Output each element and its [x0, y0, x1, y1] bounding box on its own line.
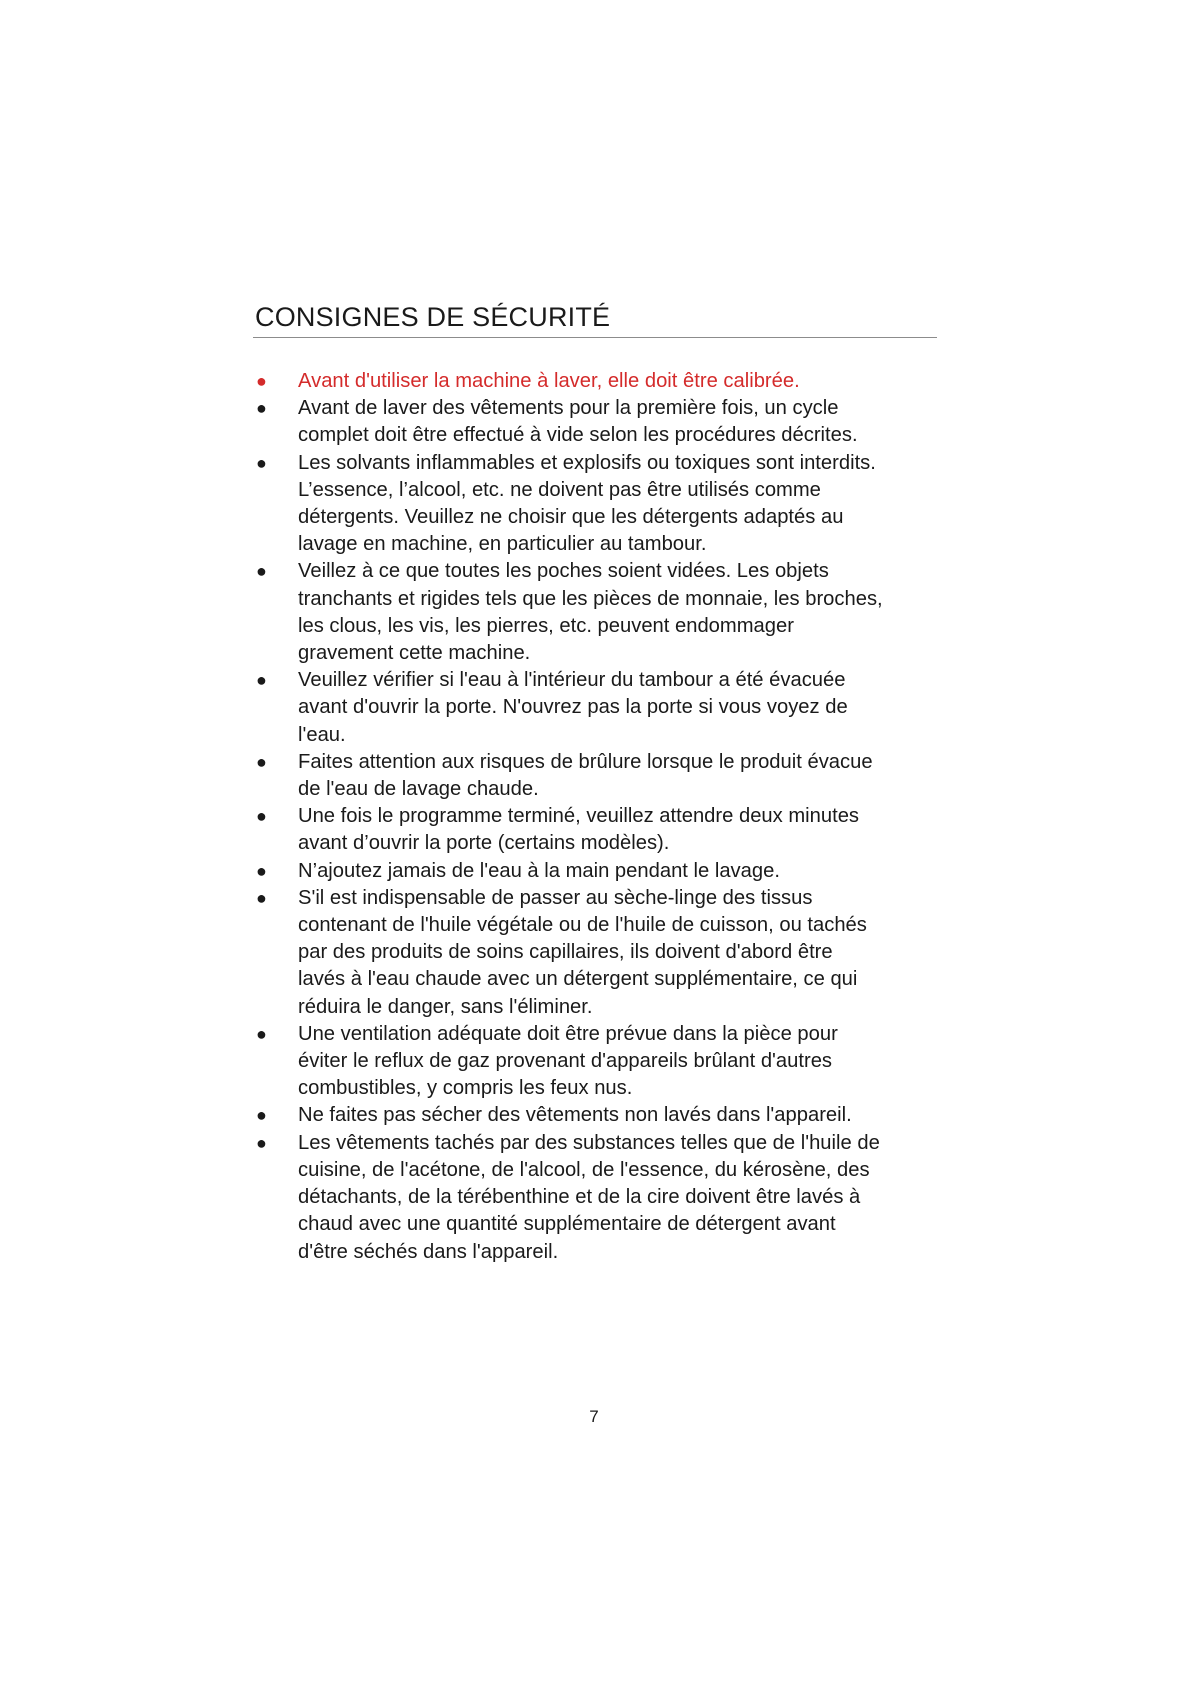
item-text-line: combustibles, y compris les feux nus.: [298, 1077, 633, 1100]
bullet-icon: ●: [256, 398, 267, 419]
bullet-icon: ●: [256, 806, 267, 827]
item-text-line: gravement cette machine.: [298, 642, 531, 665]
safety-item-first-wash: [253, 395, 953, 449]
bullet-icon: ●: [256, 1132, 267, 1153]
item-text-line: Une fois le programme terminé, veuillez attendre deux minutes: [298, 805, 860, 828]
item-text-line: l'eau.: [298, 723, 346, 746]
item-text-line: Une ventilation adéquate doit être prévue dans la pièce pour: [298, 1022, 838, 1045]
section-title: CONSIGNES DE SÉCURITÉ: [255, 302, 611, 332]
safety-item-solvents: [253, 450, 953, 559]
item-text-line: éviter le reflux de gaz provenant d'appareils brûlant d'autres: [298, 1050, 833, 1073]
bullet-icon: ●: [256, 1105, 267, 1126]
item-text-line: N’ajoutez jamais de l'eau à la main pendant le lavage.: [298, 859, 780, 882]
item-text-line: de l'eau de lavage chaude.: [298, 778, 539, 801]
title-divider: [253, 337, 937, 338]
item-text-line: Avant d'utiliser la machine à laver, elle doit être calibrée.: [298, 370, 800, 392]
bullet-icon: ●: [256, 751, 267, 772]
item-text-line: lavage en machine, en particulier au tambour.: [298, 533, 707, 556]
bullet-icon: ●: [256, 860, 267, 881]
item-text-line: contenant de l'huile végétale ou de l'huile de cuisson, ou tachés: [298, 914, 867, 937]
page-number: 7: [589, 1407, 599, 1426]
bullet-icon: ●: [256, 371, 267, 391]
item-text-line: par des produits de soins capillaires, ils doivent d'abord être: [298, 941, 833, 964]
item-text-line: Faites attention aux risques de brûlure lorsque le produit évacue: [298, 750, 873, 773]
safety-item-pockets: [253, 558, 953, 667]
bullet-icon: ●: [256, 1023, 267, 1044]
safety-item-unwashed-clothes: [253, 1102, 953, 1129]
item-text-line: lavés à l'eau chaude avec un détergent supplémentaire, ce qui: [298, 968, 858, 991]
safety-item-no-hand-water: [253, 858, 953, 885]
item-text-line: les clous, les vis, les pierres, etc. peuvent endommager: [298, 614, 794, 637]
item-text-line: détergents. Veuillez ne choisir que les détergents adaptés au: [298, 506, 844, 529]
item-text-line: cuisine, de l'acétone, de l'alcool, de l'essence, du kérosène, des: [298, 1158, 870, 1181]
bullet-icon: ●: [256, 452, 267, 473]
item-text-line: Veillez à ce que toutes les poches soient vidées. Les objets: [298, 560, 829, 583]
safety-item-burn-risk: [253, 749, 953, 803]
item-text-line: L’essence, l’alcool, etc. ne doivent pas être utilisés comme: [298, 478, 821, 501]
item-text-line: d'être séchés dans l'appareil.: [298, 1240, 559, 1263]
item-text-line: réduira le danger, sans l'éliminer.: [298, 995, 593, 1018]
item-text-line: Veuillez vérifier si l'eau à l'intérieur du tambour a été évacuée: [298, 669, 846, 692]
item-text-line: complet doit être effectué à vide selon les procédures décrites.: [298, 424, 858, 447]
item-text-line: avant d’ouvrir la porte (certains modèles).: [298, 832, 670, 855]
item-text-line: Les solvants inflammables et explosifs ou toxiques sont interdits.: [298, 451, 876, 474]
item-text-line: Ne faites pas sécher des vêtements non lavés dans l'appareil.: [298, 1104, 852, 1127]
bullet-icon: ●: [256, 561, 267, 582]
item-text-line: S'il est indispensable de passer au sèche-linge des tissus: [298, 886, 813, 909]
item-text-line: Les vêtements tachés par des substances telles que de l'huile de: [298, 1131, 880, 1154]
item-text-line: tranchants et rigides tels que les pièces de monnaie, les broches,: [298, 587, 883, 610]
item-text-line: Avant de laver des vêtements pour la première fois, un cycle: [298, 397, 839, 420]
item-text-line: chaud avec une quantité supplémentaire de détergent avant: [298, 1213, 836, 1236]
safety-item-ventilation: [253, 1021, 953, 1103]
safety-instructions-list: [253, 368, 953, 1266]
bullet-icon: ●: [256, 670, 267, 691]
safety-item-drum-water: [253, 667, 953, 749]
bullet-icon: ●: [256, 887, 267, 908]
safety-item-oily-fabrics: [253, 885, 953, 1021]
safety-item-wait-door: [253, 803, 953, 857]
item-text-line: détachants, de la térébenthine et de la cire doivent être lavés à: [298, 1186, 861, 1209]
item-text-line: avant d'ouvrir la porte. N'ouvrez pas la porte si vous voyez de: [298, 696, 848, 719]
safety-item-stained-clothes: [253, 1130, 953, 1266]
safety-item-calibration: [253, 368, 953, 395]
